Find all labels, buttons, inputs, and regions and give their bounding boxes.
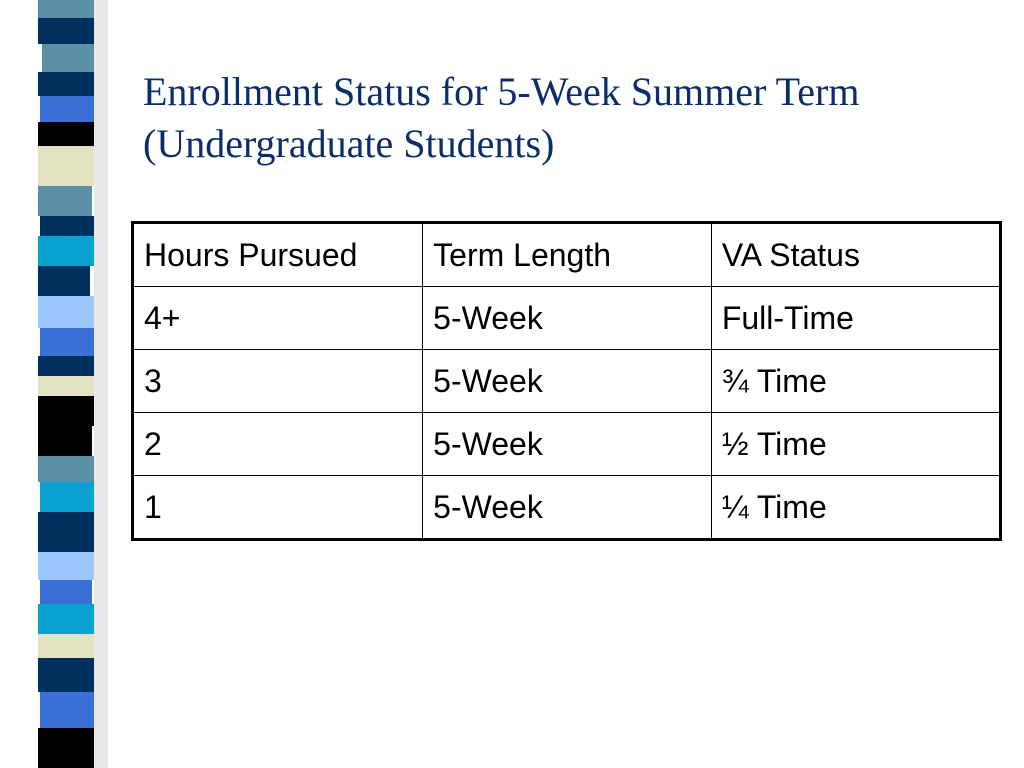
- decorative-stripe-bar: [30, 0, 108, 768]
- stripe-block: [38, 634, 94, 658]
- stripe-block: [40, 328, 94, 356]
- stripe-block: [38, 72, 94, 96]
- cell-term-length: 5-Week: [423, 287, 712, 350]
- table-row: [133, 287, 1001, 350]
- cell-va-status: Full-Time: [711, 287, 1000, 350]
- cell-hours: 1: [133, 476, 423, 540]
- stripe-block: [38, 512, 94, 552]
- stripe-block: [38, 236, 94, 266]
- cell-va-status: ¼ Time: [711, 476, 1000, 540]
- enrollment-status-table: [131, 221, 1002, 541]
- title-line-2: (Undergraduate Students): [143, 121, 555, 166]
- cell-va-status: ½ Time: [711, 413, 1000, 476]
- stripe-block: [38, 456, 94, 482]
- cell-hours: 3: [133, 350, 423, 413]
- stripe-block: [38, 146, 94, 186]
- cell-term-length: 5-Week: [423, 476, 712, 540]
- table-header-row: [133, 223, 1001, 287]
- stripe-block: [42, 44, 94, 72]
- stripe-block: [40, 482, 94, 512]
- table-row: [133, 413, 1001, 476]
- decorative-stripe-graphic: [30, 0, 108, 768]
- header-term-length: Term Length: [423, 223, 712, 287]
- stripe-block: [38, 356, 94, 376]
- cell-va-status: ¾ Time: [711, 350, 1000, 413]
- stripe-block: [38, 376, 94, 396]
- stripe-block: [38, 18, 94, 44]
- stripe-block: [38, 658, 94, 692]
- cell-term-length: 5-Week: [423, 413, 712, 476]
- title-line-1: Enrollment Status for 5-Week Summer Term: [143, 69, 860, 114]
- cell-hours: 2: [133, 413, 423, 476]
- stripe-block: [38, 604, 94, 634]
- cell-term-length: 5-Week: [423, 350, 712, 413]
- stripe-block: [38, 552, 94, 580]
- table-row: [133, 350, 1001, 413]
- stripe-block: [40, 216, 94, 236]
- stripe-block: [38, 728, 94, 768]
- table-row: [133, 476, 1001, 540]
- stripe-block: [38, 266, 90, 296]
- cell-hours: 4+: [133, 287, 423, 350]
- header-va-status: VA Status: [711, 223, 1000, 287]
- stripe-blocks: [38, 0, 94, 768]
- stripe-block: [38, 122, 94, 146]
- stripe-block: [38, 0, 94, 18]
- stripe-block: [38, 296, 94, 328]
- stripe-block: [40, 96, 94, 122]
- stripe-block: [38, 396, 94, 426]
- header-hours-pursued: Hours Pursued: [133, 223, 423, 287]
- stripe-block: [38, 426, 92, 456]
- page-title: [143, 66, 1003, 170]
- stripe-block: [40, 580, 92, 604]
- stripe-block: [38, 186, 92, 216]
- stripe-block: [40, 692, 94, 728]
